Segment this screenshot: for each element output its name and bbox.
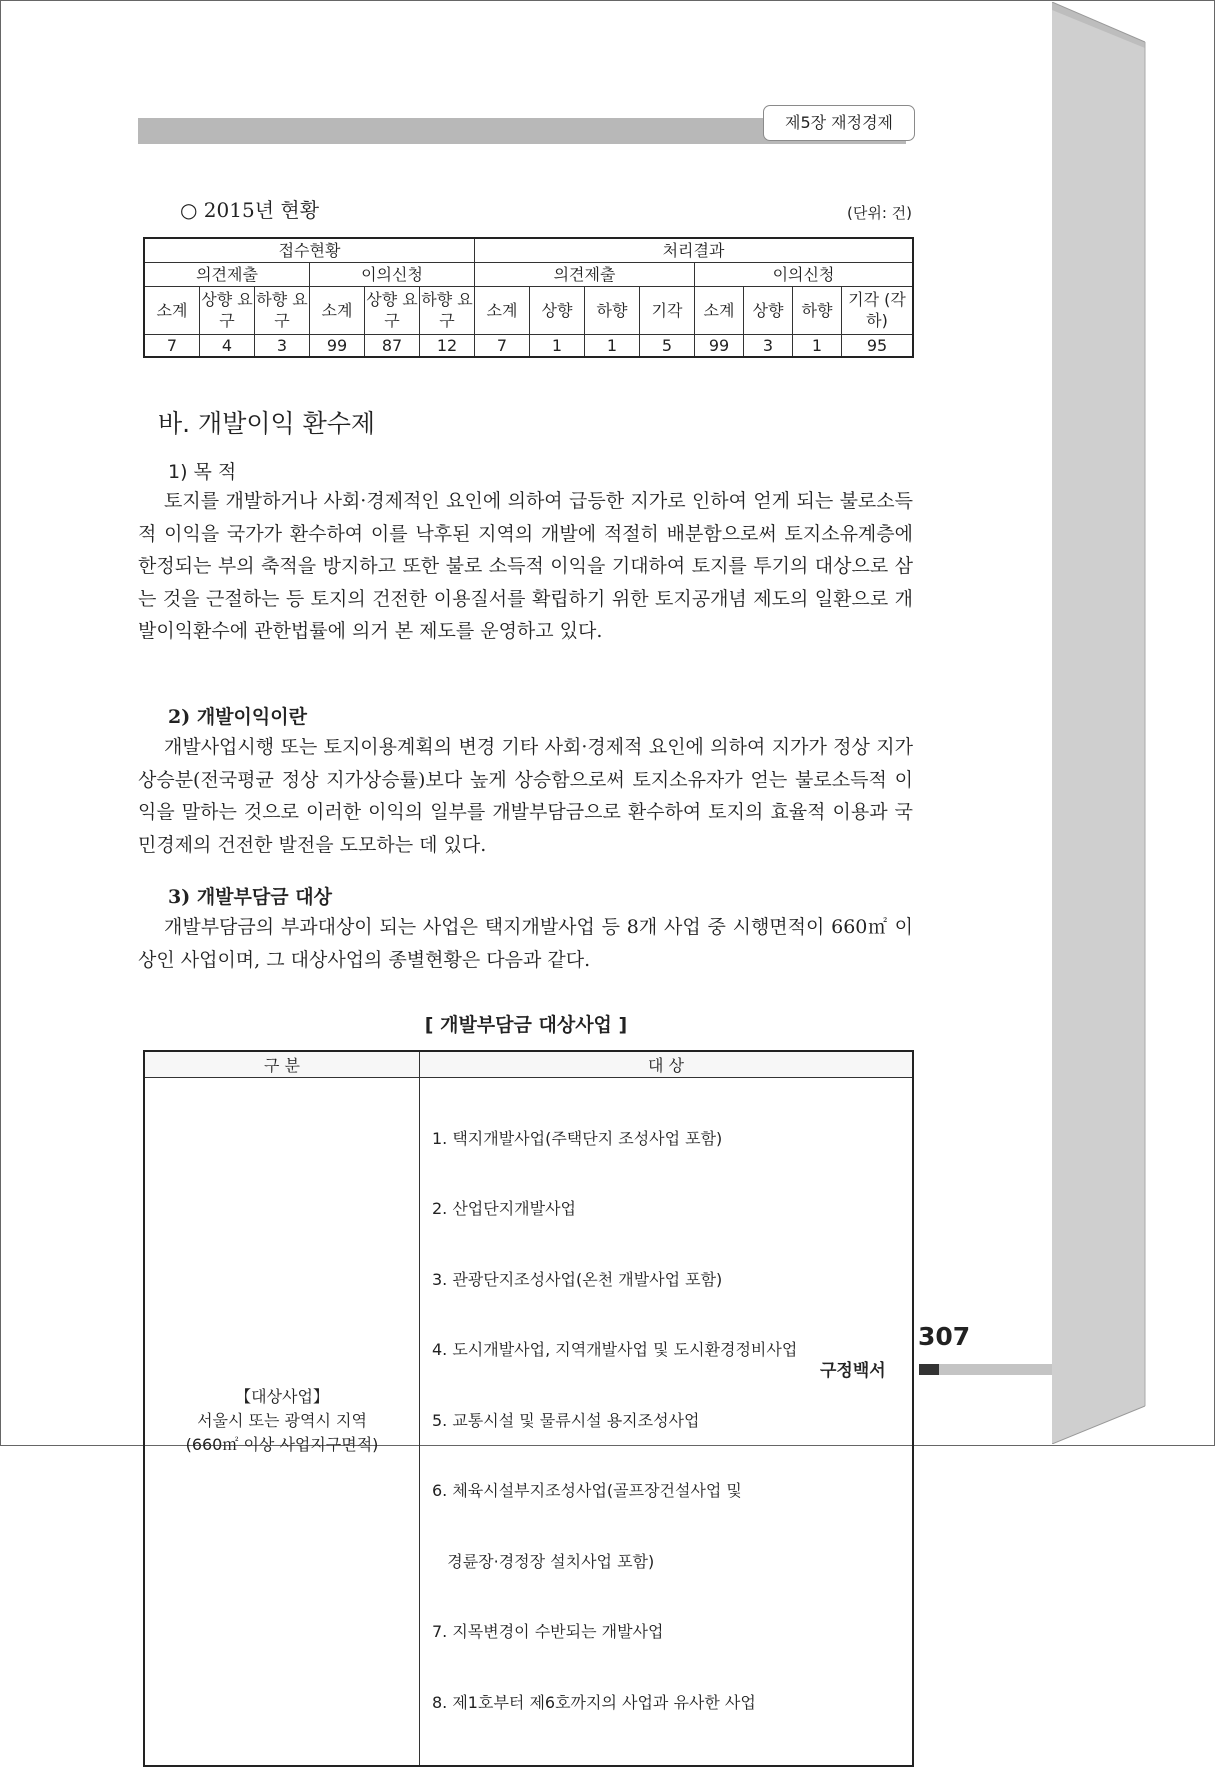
- col-header: 소계: [310, 286, 365, 334]
- table-caption: [ 개발부담금 대상사업 ]: [424, 1014, 628, 1036]
- value-cell: 1: [585, 334, 640, 357]
- col-header: 하향: [585, 286, 640, 334]
- paragraph: 개발사업시행 또는 토지이용계획의 변경 기타 사회·경제적 요인에 의하여 지가가 정상 지가상승분(전국평균 정상 지가상승률)보다 높게 상승함으로써 토지소유자가 얻는 불로소득적 이익을 말하는 것으로 이러한 이익의 일부를 개발부담금으로 환수하여 토지의 효율적 이용과 국민경제의 건전한 발전을 도모하는 데 있다.: [138, 736, 913, 856]
- list-item: 5. 교통시설 및 물류시설 용지조성사업: [432, 1410, 700, 1430]
- footer-bar-light: [939, 1364, 1052, 1375]
- group-header: 접수현황: [144, 238, 475, 262]
- value-cell: 12: [420, 334, 475, 357]
- page-stack-edge: [1052, 2, 1212, 1444]
- target-list-cell: [420, 1077, 914, 1766]
- paragraph: 토지를 개발하거나 사회·경제적인 요인에 의하여 급등한 지가로 인하여 얻게 되는 불로소득적 이익을 국가가 환수하여 이를 낙후된 지역의 개발에 적절히 배분함으로써 토지소유계층에 한정되는 부의 축적을 방지하고 또한 불로 소득적 이익을 기대하여 토지를 투기의 대상으로 삼는 것을 근절하는 등 토지의 건전한 이용질서를 확립하기 위한 토지공개념 제도의 일환으로 개발이익환수에 관한법률에 의거 본 제도를 운영하고 있다.: [138, 490, 913, 642]
- col-header: 상향: [744, 286, 793, 334]
- col-header: 소계: [144, 286, 200, 334]
- col-header: 상향: [530, 286, 585, 334]
- list-item: 4. 도시개발사업, 지역개발사업 및 도시환경정비사업: [432, 1340, 798, 1359]
- value-cell: 99: [695, 334, 744, 357]
- list-item: 6. 체육시설부지조성사업(골프장건설사업 및: [432, 1481, 742, 1500]
- book-title: 구정백서: [820, 1361, 886, 1381]
- category-line: 【대상사업】: [235, 1387, 329, 1407]
- col-header: 소계: [475, 286, 530, 334]
- value-cell: 99: [310, 334, 365, 357]
- value-cell: 3: [744, 334, 793, 357]
- col-header: 소계: [695, 286, 744, 334]
- value-cell: 5: [640, 334, 695, 357]
- section-title: 바. 개발이익 환수제: [158, 409, 376, 438]
- list-item: 1. 택지개발사업(주택단지 조성사업 포함): [432, 1128, 723, 1148]
- category-cell: [144, 1077, 420, 1766]
- subsection-heading: 3) 개발부담금 대상: [168, 886, 332, 908]
- paragraph: 개발부담금의 부과대상이 되는 사업은 택지개발사업 등 8개 사업 중 시행면적이 660㎡ 이상인 사업이며, 그 대상사업의 종별현황은 다음과 같다.: [138, 916, 913, 971]
- chapter-label: 제5장 재정경제: [763, 105, 915, 141]
- category-line: (660㎡ 이상 사업지구면적): [185, 1435, 379, 1455]
- table-header: 대 상: [420, 1051, 914, 1077]
- value-cell: 95: [842, 334, 914, 357]
- target-table: [143, 1050, 914, 1767]
- value-cell: 1: [530, 334, 585, 357]
- sub-header: 이의신청: [695, 262, 914, 286]
- col-header: 하향 요구: [420, 286, 475, 334]
- value-cell: 3: [255, 334, 310, 357]
- value-cell: 4: [200, 334, 255, 357]
- category-line: 서울시 또는 광역시 지역: [197, 1411, 367, 1431]
- unit-label: (단위: 건): [847, 204, 912, 222]
- col-header: 하향: [793, 286, 842, 334]
- status-table: [143, 237, 914, 358]
- col-header: 기각 (각하): [842, 286, 914, 334]
- subsection-heading: 1) 목 적: [168, 461, 237, 483]
- sub-header: 의견제출: [144, 262, 310, 286]
- subsection-heading: 2) 개발이익이란: [168, 706, 307, 728]
- list-item: 경륜장·경정장 설치사업 포함): [432, 1551, 655, 1571]
- list-item: 2. 산업단지개발사업: [432, 1199, 576, 1218]
- list-item: 3. 관광단지조성사업(온천 개발사업 포함): [432, 1269, 723, 1289]
- col-header: 상향 요구: [200, 286, 255, 334]
- list-item: 7. 지목변경이 수반되는 개발사업: [432, 1622, 664, 1641]
- group-header: 처리결과: [475, 238, 914, 262]
- col-header: 상향 요구: [365, 286, 420, 334]
- page-number: 307: [918, 1322, 971, 1351]
- value-cell: 1: [793, 334, 842, 357]
- table-header: 구 분: [144, 1051, 420, 1077]
- value-cell: 87: [365, 334, 420, 357]
- sub-header: 의견제출: [475, 262, 695, 286]
- value-cell: 7: [475, 334, 530, 357]
- sub-header: 이의신청: [310, 262, 475, 286]
- value-cell: 7: [144, 334, 200, 357]
- footer-bar-dark: [919, 1364, 939, 1375]
- col-header: 하향 요구: [255, 286, 310, 334]
- status-title: ○ 2015년 현황: [180, 198, 320, 222]
- col-header: 기각: [640, 286, 695, 334]
- list-item: 8. 제1호부터 제6호까지의 사업과 유사한 사업: [432, 1692, 756, 1712]
